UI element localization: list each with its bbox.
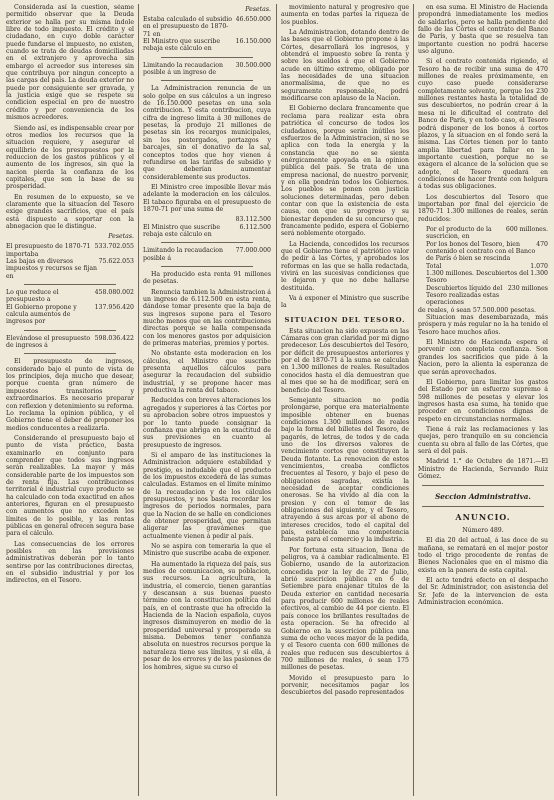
- budget-line: [6, 335, 134, 350]
- paragraph: Por fortuna esta situacion, llena de peligros, va á cambiar radicalmente. El Gobierno, usando de la autorizacion concedida por la ley de 27 de Julio, abrió suscricion pública en 6 de Setiembre para enajenar títulos de la Deuda exterior en cantidad necesaria para producir 600 millones de reales efectivos, al cambio de 44 por ciento. El país conoce los brillantes resultados de esta operacion. Se ha ofrecido al Gobierno en la suscricion pública una suma de ocho veces mayor de la pedida, y el Tesoro cuenta con 600 millones de reales que reducen sus descubiertos á 700 millones de reales, ó sean 175 millones de pesetas.: [281, 546, 409, 672]
- pesetas-header: Pesetas.: [245, 6, 271, 13]
- rule: [422, 485, 544, 486]
- budget-label: Lo que reduce el presupuesto a: [6, 289, 59, 304]
- paragraph: Madrid 1.° de Octubre de 1871.—El Ministro de Hacienda, Servando Ruiz Gómez.: [418, 458, 548, 480]
- paragraph: El Gobierno, para limitar los gastos del Estado por un esfuerzo supremo á 598 millones de pesetas y elevar los ingresos hasta esa suma, ha tenido que proceder en condiciones dignas de respeto en circunstancias normales.: [418, 378, 548, 423]
- budget-label: El presupuesto de 1870-71 importaba: [6, 243, 91, 258]
- paragraph: Si el amparo de las instituciones la Administracion adquiere estabilidad y prestigio, es indudable que el producto de los impuestos excederá de las sumas calculadas. Estamos en el límite mínimo de la recaudacion y de los cálculos presupuestos, y nos basta recordar los ingresos de periodos normales, para que la Nacion de se halle en condiciones de obtener prosperidad, que permitan aligerar las gravámenes que actualmente vienen á pedir al país.: [143, 451, 271, 540]
- paragraph: Siendo así, es indispensable crear por otros medios los recursos que la situacion requiere, y asegurar el equilibrio de los presupuestos por la reduccion de los gastos públicos y el aumento de los ingresos, sin que la nacion pierda la confianza de los capitales, que son la base de su prosperidad.: [6, 124, 134, 191]
- budget-value: 30.500.000: [235, 61, 271, 69]
- budget-value: 137.956.420: [94, 303, 134, 311]
- budget-line: [143, 16, 271, 38]
- paragraph: No se aspira con temeraria la que el Ministro que suscribe acaba de exponer.: [143, 543, 271, 558]
- paragraph: La Hacienda, concedidos los recursos que el Gobierno tiene el patriótico valor de pedir á las Córtes, y aprobados los reformas en las que se halla redactada, vivirá en las sucesivas condiciones que le dejaron y que no debe hallarse destituida.: [281, 240, 409, 292]
- budget-label: El Ministro que suscribe rebaja este cálculo en: [143, 223, 220, 238]
- treasury-value: 600 millones.: [505, 225, 548, 233]
- announcement-title: ANUNCIO.: [455, 512, 511, 523]
- paragraph: Considerando el presupuesto bajo el punto de vista práctico, basta examinarlo en conjunto para comprender que todos sus ingresos serán realizables. La mayor y más considerable parte de los impuestos son de renta fija. Las contribuciones territorial é industrial cuyo producto se ha calculado con toda exactitud en años anteriores, figuran en el presupuesto con aumentos que no exceden los límites de lo posible, y las rentas públicas en general ofrecen segura base para el cálculo.: [6, 434, 134, 538]
- column-3: [281, 4, 409, 796]
- budget-line: [143, 62, 271, 77]
- budget-value: 46.650.000: [235, 16, 271, 23]
- paragraph: movimiento natural y progresivo que aumenta en todas partes la riqueza de los pueblos.: [281, 4, 409, 26]
- budget-label: Limitando la recaudacion posible á: [143, 247, 223, 262]
- budget-line: [6, 289, 134, 304]
- paragraph: en esa suma. El Ministro de Hacienda propondrá inmediatamente los medios de saldarlos, pero se halla pendiente del fallo de las Córtes el contrato del Banco de París, y basta que se resuelva tan importante cuestion no podrá hacerse uso alguno.: [418, 4, 548, 56]
- budget-label: El Gobierno propone y calcula aumentos de ingresos por: [6, 303, 77, 326]
- paragraph: Va á exponer el Ministro que suscribe la: [281, 295, 409, 310]
- column-4: [418, 4, 548, 796]
- rule: [161, 266, 253, 267]
- budget-line: [6, 304, 134, 326]
- paragraph: Si el contrato contenida rigiendo, el Tesoro ha de recibir una suma de 470 millones de reales próximamente, en cuyo caso puede considerarse completamente solvente, porque los 230 millones restantes hasta la totalidad de sus descubiertos, no podrán crear á la mesa ni le dificultad el contrato del Banco de París, y en todo caso, el Tesoro podrá disponer de los bonos á cortos plazos, y la situacion en el fondo será la misma. Las Córtes tienen por lo tanto amplia libertad para fallar en la importante cuestion, porque no se exagera el alcance de la solucion que se adopte, el Tesoro quedará en condiciones de hacer frente con holgura á todas sus obligaciones.: [418, 58, 548, 191]
- column-divider: [413, 4, 414, 796]
- budget-value: 533.702.055: [94, 243, 134, 251]
- treasury-line: [418, 307, 548, 314]
- paragraph: El Gobierno declara francamente que reclama para realizar esta obra patriótica el concurso de todos los ciudadanos, porque serán inútiles los esfuerzos de la Administracion, si no se aplica con toda la energía y la constancia que no se sienta enérgicamente apoyada en la opinion pública del país. Se trata de una empresa nacional, de nuestro porvenir, y en ella pondrán todos los Gobiernos. Los pueblos se ponen con justicia soluciones determinadas, pero deben contar con que la existencia de esta causa, con que su progreso y su bienestar dependen de su concurso que, francamente pedido, espera el Gobierno será noblemente otorgado.: [281, 105, 409, 238]
- budget-value: 83.112.500: [235, 216, 271, 224]
- paragraph: La Administracion, dotando dentro de las bases que el Gobierno propone á las Córtes, desarrollará los ingresos, y obtendrá el impuesto sobre la renta y sobre los sueldos á que el Gobierno acude en último extremo, obligado por las necesidades de una situacion anormalísima, de que no es seguramente responsable, podrá modificarse con aplauso de la Nacion.: [281, 29, 409, 103]
- budget-value: 458.080.002: [94, 289, 134, 297]
- rule: [161, 80, 253, 81]
- budget-line: [6, 258, 134, 280]
- treasury-line: [418, 270, 548, 285]
- budget-line: [6, 243, 134, 258]
- treasury-label: Por los bonos del Tesoro, bien contenido el contrato con el Banco de París ó bien se rescinda: [426, 240, 536, 263]
- paragraph: El presupuesto de ingresos, considerado bajo el punto de vista de los principios, deja mucho que desear, porque cuenta gran número de impuestos transitorios y extraordinarios. Es necesario preparar con reflexion y detenimiento su reforma. Lo reclama la opinion pública, y el Gobierno tiene el deber de proponer los medios conducentes a realizarla.: [6, 358, 134, 432]
- treasury-line: [418, 285, 548, 307]
- treasury-value: 1.300: [530, 270, 548, 278]
- treasury-value: 230 millones: [507, 284, 548, 292]
- paragraph: El Ministro de Hacienda espera el porvenir con completa confianza. Son grandes los sacrificios que pide á la Nacion, pero la alienta la esperanza de que serán aprovechados.: [418, 339, 548, 376]
- paragraph: Los descubiertos del Tesoro que importaban por final del ejercicio de 1870-71 1.300 millones de reales, serán reducidos:: [418, 193, 548, 223]
- budget-line: [143, 216, 271, 223]
- paragraph: Renuncia tambien la Administracion á un ingreso de 6.112.500 en esta renta, dándose tomar presente que la baja de sus ingresos supone para el Tesoro mucho menos que en las contribuciones directas porque se halla compensada con los menores gastos por adquisicion de primeras materias, premios y portes.: [143, 288, 271, 348]
- treasury-label: 1.300 millones. Descubiertos del Tesoro: [426, 270, 529, 285]
- paragraph: El acto tendrá efecto en el despacho del Sr. Administrador, con asistencia del Sr. Jefe de la intervencion de esta Administracion económica.: [418, 577, 548, 607]
- rule: [24, 284, 116, 285]
- section-heading: SITUACION DEL TESORO.: [284, 315, 406, 324]
- pesetas-header: Pesetas.: [108, 233, 134, 241]
- column-divider: [138, 4, 139, 796]
- paragraph: Semejante situacion no podía prolongarse, porque era materialmente imposible obtener en buenas condiciones 1.300 millones de reales bajo la forma del billetes del Tesoro, de pagarés, de letras, de todos y de cada uno de los diversos valores de vencimiento cortos que constituyen la Deuda flotante. La renovacion de estos vencimientos, creaba conflictos frecuentes al Tesoro, y bajo el peso de obligaciones sagradas, existía la necesidad de aceptar condiciones onerosas. Se ha vivido al día con la presion y con el temor de las obligaciones del siguiente, y el Tesoro, atrayendo á sus arcas por el abono de intereses crecidos, todo el capital del país, establecía una competencia funesta para el comercio y la industria.: [281, 396, 409, 544]
- column-2: [143, 4, 271, 796]
- rule: [161, 242, 253, 243]
- budget-value: 75.622.053: [98, 258, 134, 265]
- treasury-line: [418, 226, 548, 241]
- treasury-line: [418, 263, 548, 270]
- treasury-line: [418, 241, 548, 263]
- budget-label: Las bajas en diversos impuestos y recursos se fijan en: [6, 258, 98, 280]
- treasury-value: 1.070: [530, 262, 548, 270]
- paragraph: Reducidos con breves alteraciones los agregados y superiores á las Córtes por su aprobacion sobre otros impuestos y por lo tanto puede consignar la confianza que abriga en la exactitud de sus previsiones en cuanto al presupuesto de ingresos.: [143, 397, 271, 449]
- budget-line: [143, 38, 271, 53]
- column-divider: [276, 4, 277, 796]
- paragraph: Situacion mas desembarazada, más próspera y más regular no la ha tenido el Tesoro hace muchos años.: [418, 314, 548, 336]
- treasury-label: de reales, ó sean 57.500.000 pesetas.: [418, 306, 536, 314]
- paragraph: Tiene á raíz las reclamaciones y las quejas, pero tranquilo en su conciencia cuenta su obra al fallo de las Córtes, que será el del país.: [418, 425, 548, 455]
- column-1: [6, 4, 134, 796]
- treasury-label: Total: [426, 262, 442, 270]
- paragraph: No obstante esta moderacion en los cálculos, el Ministro que suscribe presenta aquellos cálculos para asegurar la recaudacion del subsidio industrial, y se propone hacer mas productiva la renta del tabaco.: [143, 350, 271, 395]
- paragraph: Ha producido esta renta 91 millones de pesetas.: [143, 270, 271, 286]
- budget-line: [143, 224, 271, 239]
- rule: [161, 57, 253, 58]
- rule: [24, 330, 116, 331]
- paragraph: Ha aumentado la riqueza del país, sus medios de comunicacion, su poblacion, sus recursos. La agricultura, la industria, el comercio, tienen garantías y descansan a sus buenas puesto término con la constitucion política del país, en el contraste que ha ofrecido la Hacienda de la Nacion española, cuyos ingresos disminuyeron en medio de la prosperidad universal y prosperado su misma. Debemos tener confianza absoluta en nuestros recursos porque la naturaleza tiene sus límites, y si ella, á pesar de los errores y de las pasiones de los hombres, sigue su curso el: [143, 560, 271, 671]
- budget-label: Estaba calculado el subsidio en el presupuesto de 1870-71 en: [143, 16, 232, 38]
- budget-label: El Ministro que suscribe rebaja este cálculo en: [143, 38, 220, 53]
- treasury-label: Descubiertos líquido del Tesoro realizadas estas operaciones: [426, 284, 503, 307]
- treasury-value: 470: [536, 240, 548, 248]
- paragraph: Considerada así la cuestion, séame permitido observar que la Deuda exterior se halla por su misma índole libre de todo impuesto. El crédito y el ciudadano, en cuyo doble carácter puede fundarse el impuesto, no existen, cuando se trata de deudas domiciliadas en el extranjero y aprovecha sin embargo el acreedor sus intereses sin que contribuya por ningun concepto a las cargas del país. La deuda exterior no puede por consiguiente ser gravada, y la justicia exige que se respete su condicion especial en pro de nuestro crédito y por conveniencia de los mismos acreedores.: [6, 4, 134, 122]
- paragraph: El dia 20 del actual, á las doce de su mañana, se rematará en el mejor postor todo el trigo procedente de rentas de Bienes Nacionales que en el mismo dia exista en la panera de esta capital.: [418, 537, 548, 574]
- section-title: Seccion Administrativa.: [435, 492, 531, 502]
- paragraph: Movido el presupuesto para lo porvenir, necesitamos pagar los descubiertos del pasado representados: [281, 674, 409, 697]
- budget-label: Elevándose el presupuesto de ingresos á: [6, 334, 91, 350]
- budget-value: 77.000.000: [235, 247, 271, 255]
- treasury-label: Por el producto de la suscricion, en: [426, 225, 492, 241]
- budget-value: 598.036.422: [94, 334, 134, 342]
- budget-value: 6.112.500: [239, 223, 271, 231]
- budget-line: [143, 247, 271, 262]
- paragraph: Esta situacion ha sido expuesta en las Cámaras con gran claridad por mi digno predecesor. Los descubiertos del Tesoro, por déficit de presupuestos anteriores y por el de 1870-71 á la suma se calculan en 1.300 millones de reales. Resultados conocidos hasta el día demuestran que al mes que se ha de modificar, será en beneficio del Tesoro.: [281, 327, 409, 394]
- announcement-number: Número 489.: [462, 527, 504, 535]
- paragraph: Las consecuencias de los errores posibles en las previsiones administrativas deberán por lo tanto sentirse por las contribuciones directas, en el subsidio industrial y por los indirectos, en el Tesoro.: [6, 540, 134, 585]
- paragraph: La Administracion renuncia de un solo golpe en sus cálculos a un ingreso de 16.150.000 pesetas en una sola contribucion. Y esta contribucion, cuya cifra de ingreso limita á 30 millones de pesetas, la produjo 21 millones de pesetas sin los recargos municipales, sin los postergados, portazgos y barcajes, sin el donativo de la sal, conceptos todos que hoy vienen á refundirse en las tarifas de subsidio y que deberían aumentar considerablemente sus productos.: [143, 85, 271, 181]
- rule: [24, 353, 116, 354]
- rule: [422, 506, 544, 507]
- budget-value: 16.150.000: [235, 38, 271, 46]
- paragraph: En resumen de lo expuesto, se ve claramente que la situacion del Tesoro exige grandes sacrificios, que el país está dispuesto a soportar con la abnegacion que le distingue.: [6, 193, 134, 230]
- budget-label: Limitando la recaudacion posible á un ingreso de: [143, 61, 223, 77]
- paragraph: El Ministro cree imposible llevar más adelante la moderacion en los cálculos. El tabaco figuraba en el presupuesto de 1870-71 por una suma de: [143, 183, 271, 213]
